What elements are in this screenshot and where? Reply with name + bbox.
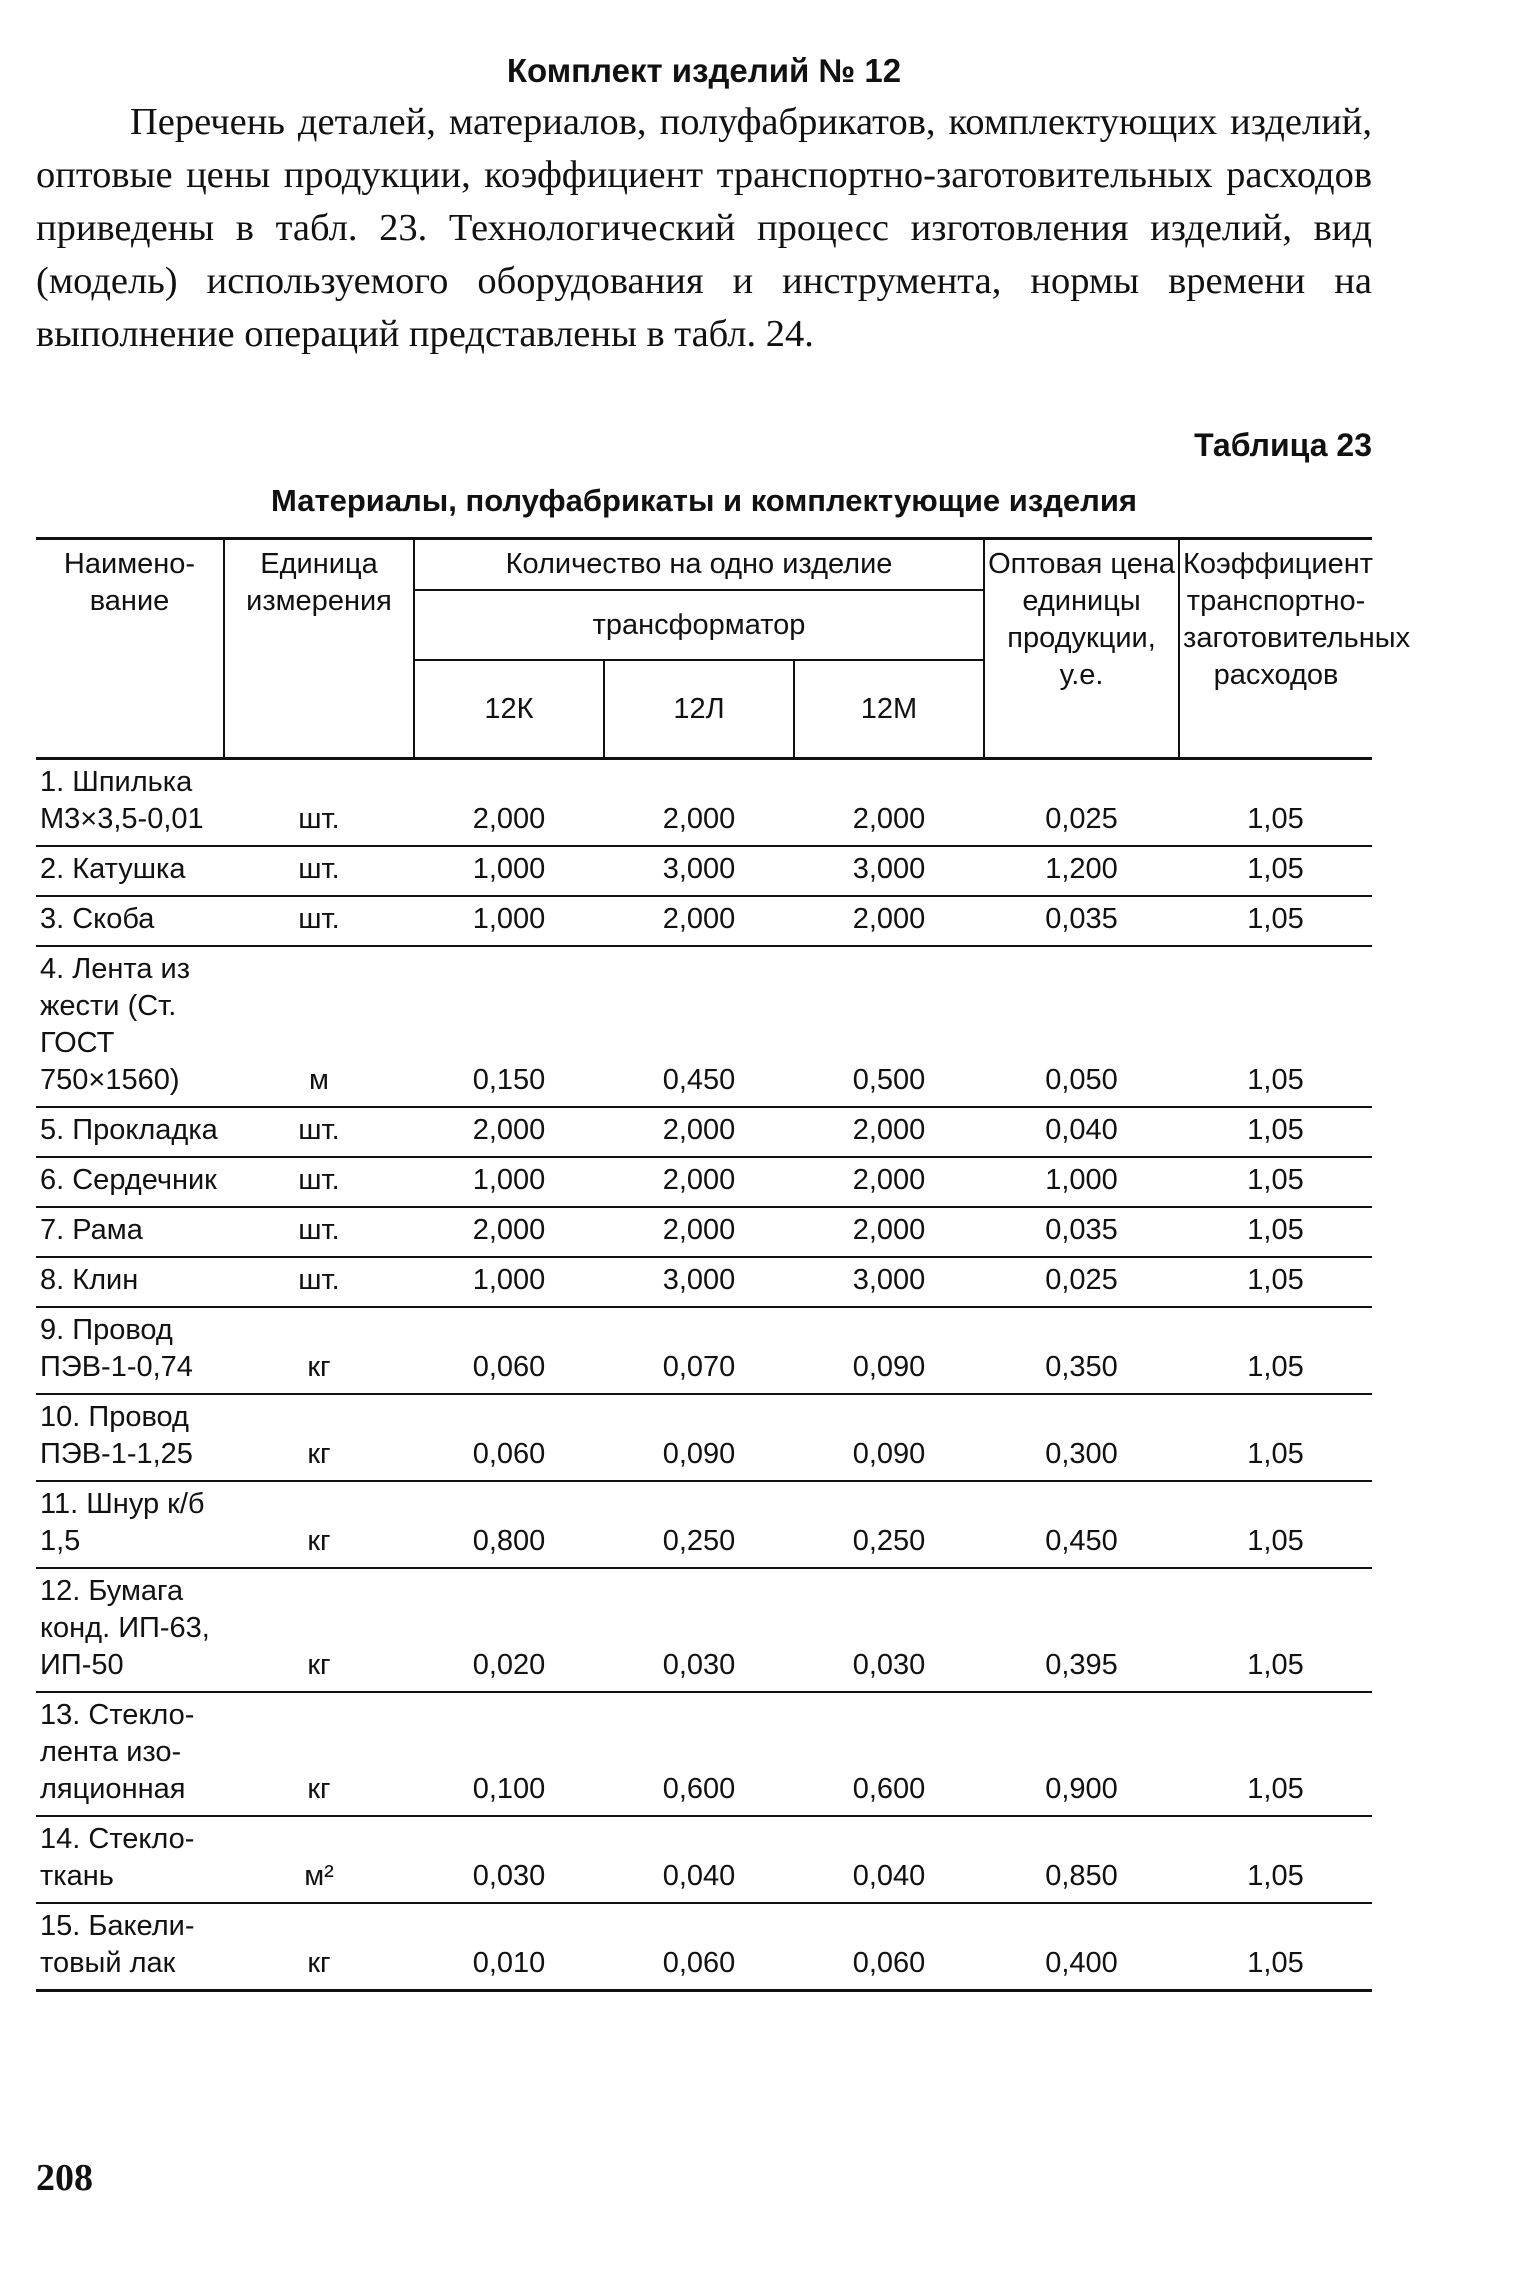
cell-coefficient: 1,05 bbox=[1179, 1394, 1372, 1481]
cell-qty-12l: 2,000 bbox=[604, 1157, 794, 1207]
cell-price: 0,025 bbox=[984, 759, 1179, 847]
cell-qty-12l: 0,030 bbox=[604, 1568, 794, 1692]
cell-unit: шт. bbox=[224, 1157, 414, 1207]
cell-name: 8. Клин bbox=[36, 1257, 224, 1307]
cell-coefficient: 1,05 bbox=[1179, 1816, 1372, 1903]
cell-unit: кг bbox=[224, 1307, 414, 1394]
cell-name: 7. Рама bbox=[36, 1207, 224, 1257]
cell-price: 0,350 bbox=[984, 1307, 1179, 1394]
cell-qty-12l: 3,000 bbox=[604, 846, 794, 896]
cell-unit: м bbox=[224, 946, 414, 1107]
cell-price: 0,450 bbox=[984, 1481, 1179, 1568]
header-name: Наимено-вание bbox=[36, 539, 224, 759]
cell-name: 6. Сердечник bbox=[36, 1157, 224, 1207]
cell-qty-12k: 0,060 bbox=[414, 1394, 604, 1481]
cell-coefficient: 1,05 bbox=[1179, 946, 1372, 1107]
cell-qty-12m: 3,000 bbox=[794, 846, 984, 896]
header-price: Оптовая цена единицы продукции, у.е. bbox=[984, 539, 1179, 759]
header-model-12l: 12Л bbox=[604, 660, 794, 759]
cell-name: 15. Бакели-товый лак bbox=[36, 1903, 224, 1991]
table-row bbox=[36, 946, 1372, 1107]
cell-unit: шт. bbox=[224, 1207, 414, 1257]
header-transformer: трансформатор bbox=[414, 590, 984, 660]
cell-qty-12k: 2,000 bbox=[414, 759, 604, 847]
cell-unit: шт. bbox=[224, 759, 414, 847]
cell-qty-12k: 1,000 bbox=[414, 846, 604, 896]
cell-unit: шт. bbox=[224, 1107, 414, 1157]
cell-qty-12m: 2,000 bbox=[794, 1157, 984, 1207]
cell-name: 2. Катушка bbox=[36, 846, 224, 896]
cell-unit: кг bbox=[224, 1568, 414, 1692]
cell-qty-12l: 2,000 bbox=[604, 1107, 794, 1157]
cell-qty-12m: 0,500 bbox=[794, 946, 984, 1107]
cell-qty-12k: 0,030 bbox=[414, 1816, 604, 1903]
table-row bbox=[36, 1481, 1372, 1568]
cell-price: 0,395 bbox=[984, 1568, 1179, 1692]
cell-qty-12l: 0,040 bbox=[604, 1816, 794, 1903]
cell-price: 0,040 bbox=[984, 1107, 1179, 1157]
materials-table bbox=[36, 537, 1411, 1992]
cell-qty-12m: 3,000 bbox=[794, 1257, 984, 1307]
cell-qty-12m: 0,090 bbox=[794, 1307, 984, 1394]
cell-price: 0,850 bbox=[984, 1816, 1179, 1903]
cell-unit: кг bbox=[224, 1394, 414, 1481]
intro-paragraph: Перечень деталей, материалов, полуфабрикатов, комплектующих изделий, оптовые цены продукции, коэффициент транспортно-заготовительных расходов приведены в табл. 23. Технологический процесс изготовления изделий, вид (модель) используемого оборудования и инструмента, нормы времени на выполнение операций представлены в табл. 24. bbox=[36, 101, 1372, 355]
cell-qty-12k: 1,000 bbox=[414, 1257, 604, 1307]
cell-name: 5. Прокладка bbox=[36, 1107, 224, 1157]
cell-price: 0,400 bbox=[984, 1903, 1179, 1991]
cell-price: 1,200 bbox=[984, 846, 1179, 896]
table-row bbox=[36, 1903, 1372, 1991]
cell-coefficient: 1,05 bbox=[1179, 1481, 1372, 1568]
cell-price: 0,035 bbox=[984, 896, 1179, 946]
cell-name: 9. Провод ПЭВ-1-0,74 bbox=[36, 1307, 224, 1394]
cell-coefficient: 1,05 bbox=[1179, 1568, 1372, 1692]
cell-qty-12l: 0,090 bbox=[604, 1394, 794, 1481]
cell-qty-12m: 2,000 bbox=[794, 1207, 984, 1257]
cell-coefficient: 1,05 bbox=[1179, 1307, 1372, 1394]
header-unit: Единица измерения bbox=[224, 539, 414, 759]
table-row bbox=[36, 759, 1372, 847]
cell-qty-12k: 2,000 bbox=[414, 1107, 604, 1157]
table-row bbox=[36, 846, 1372, 896]
cell-name: 3. Скоба bbox=[36, 896, 224, 946]
cell-qty-12l: 0,250 bbox=[604, 1481, 794, 1568]
cell-coefficient: 1,05 bbox=[1179, 1157, 1372, 1207]
cell-qty-12k: 0,800 bbox=[414, 1481, 604, 1568]
cell-name: 14. Стекло-ткань bbox=[36, 1816, 224, 1903]
cell-unit: м² bbox=[224, 1816, 414, 1903]
cell-unit: шт. bbox=[224, 846, 414, 896]
table-row bbox=[36, 1816, 1372, 1903]
table-row bbox=[36, 1207, 1372, 1257]
table-row bbox=[36, 1257, 1372, 1307]
cell-qty-12k: 1,000 bbox=[414, 896, 604, 946]
header-coefficient: Коэффициент транспортно-заготовительных расходов bbox=[1179, 539, 1372, 759]
cell-unit: кг bbox=[224, 1903, 414, 1991]
cell-name: 4. Лента из жести (Ст. ГОСТ 750×1560) bbox=[36, 946, 224, 1107]
cell-coefficient: 1,05 bbox=[1179, 1903, 1372, 1991]
cell-qty-12k: 0,060 bbox=[414, 1307, 604, 1394]
cell-price: 0,050 bbox=[984, 946, 1179, 1107]
table-row bbox=[36, 1307, 1372, 1394]
table-row bbox=[36, 1394, 1372, 1481]
cell-price: 0,025 bbox=[984, 1257, 1179, 1307]
cell-name: 10. Провод ПЭВ-1-1,25 bbox=[36, 1394, 224, 1481]
cell-qty-12k: 1,000 bbox=[414, 1157, 604, 1207]
cell-price: 0,900 bbox=[984, 1692, 1179, 1816]
cell-qty-12m: 0,600 bbox=[794, 1692, 984, 1816]
page-number: 208 bbox=[36, 2157, 93, 2199]
table-title: Материалы, полуфабрикаты и комплектующие изделия bbox=[271, 483, 1137, 518]
cell-price: 0,035 bbox=[984, 1207, 1179, 1257]
cell-qty-12k: 0,020 bbox=[414, 1568, 604, 1692]
cell-qty-12l: 0,070 bbox=[604, 1307, 794, 1394]
cell-qty-12l: 2,000 bbox=[604, 759, 794, 847]
cell-name: 13. Стекло-лента изо-ляционная bbox=[36, 1692, 224, 1816]
cell-coefficient: 1,05 bbox=[1179, 846, 1372, 896]
cell-unit: шт. bbox=[224, 896, 414, 946]
cell-unit: кг bbox=[224, 1692, 414, 1816]
header-model-12k: 12К bbox=[414, 660, 604, 759]
cell-coefficient: 1,05 bbox=[1179, 1257, 1372, 1307]
cell-coefficient: 1,05 bbox=[1179, 1207, 1372, 1257]
cell-qty-12k: 0,010 bbox=[414, 1903, 604, 1991]
cell-qty-12k: 0,150 bbox=[414, 946, 604, 1107]
cell-qty-12l: 0,060 bbox=[604, 1903, 794, 1991]
table-row bbox=[36, 1568, 1372, 1692]
cell-unit: кг bbox=[224, 1481, 414, 1568]
table-row bbox=[36, 896, 1372, 946]
cell-coefficient: 1,05 bbox=[1179, 1107, 1372, 1157]
cell-qty-12l: 2,000 bbox=[604, 896, 794, 946]
cell-coefficient: 1,05 bbox=[1179, 1692, 1372, 1816]
section-heading: Комплект изделий № 12 bbox=[506, 52, 902, 89]
table-body bbox=[36, 759, 1372, 1991]
cell-qty-12m: 0,090 bbox=[794, 1394, 984, 1481]
cell-name: 11. Шнур к/б 1,5 bbox=[36, 1481, 224, 1568]
table-row bbox=[36, 1107, 1372, 1157]
header-quantity: Количество на одно изделие bbox=[414, 539, 984, 591]
cell-qty-12l: 0,450 bbox=[604, 946, 794, 1107]
table-number: Таблица 23 bbox=[1194, 427, 1372, 463]
cell-qty-12m: 0,250 bbox=[794, 1481, 984, 1568]
cell-coefficient: 1,05 bbox=[1179, 759, 1372, 847]
cell-qty-12m: 0,040 bbox=[794, 1816, 984, 1903]
cell-qty-12m: 0,060 bbox=[794, 1903, 984, 1991]
cell-qty-12k: 2,000 bbox=[414, 1207, 604, 1257]
cell-qty-12m: 2,000 bbox=[794, 759, 984, 847]
cell-price: 0,300 bbox=[984, 1394, 1179, 1481]
cell-qty-12m: 0,030 bbox=[794, 1568, 984, 1692]
cell-qty-12m: 2,000 bbox=[794, 1107, 984, 1157]
cell-qty-12l: 3,000 bbox=[604, 1257, 794, 1307]
table-row bbox=[36, 1157, 1372, 1207]
cell-qty-12l: 0,600 bbox=[604, 1692, 794, 1816]
cell-coefficient: 1,05 bbox=[1179, 896, 1372, 946]
header-model-12m: 12М bbox=[794, 660, 984, 759]
cell-name: 1. Шпилька М3×3,5-0,01 bbox=[36, 759, 224, 847]
cell-qty-12l: 2,000 bbox=[604, 1207, 794, 1257]
cell-qty-12k: 0,100 bbox=[414, 1692, 604, 1816]
cell-qty-12m: 2,000 bbox=[794, 896, 984, 946]
cell-price: 1,000 bbox=[984, 1157, 1179, 1207]
cell-unit: шт. bbox=[224, 1257, 414, 1307]
table-row bbox=[36, 1692, 1372, 1816]
cell-name: 12. Бумага конд. ИП-63, ИП-50 bbox=[36, 1568, 224, 1692]
